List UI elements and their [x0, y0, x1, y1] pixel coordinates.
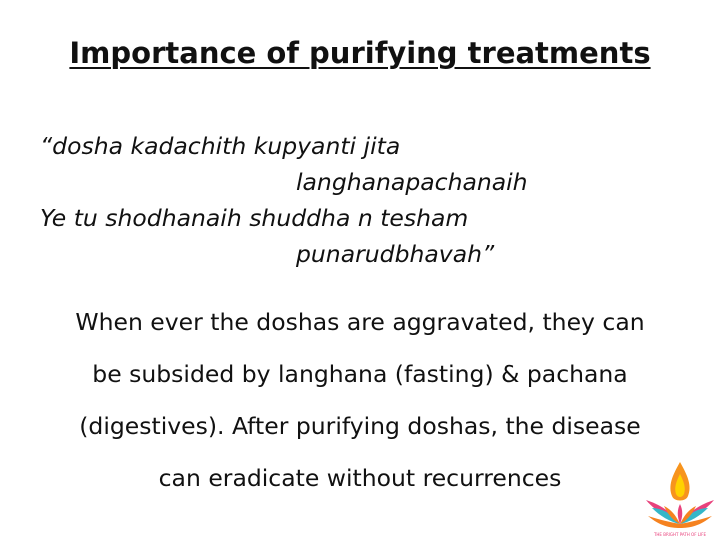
verse-line-1: “dosha kadachith kupyanti jita: [40, 132, 401, 160]
explanation-line-1: When ever the doshas are aggravated, they can: [75, 308, 645, 336]
slide-title: Importance of purifying treatments: [69, 36, 651, 70]
logo-caption: THE BRIGHT PATH OF LIFE: [653, 532, 707, 537]
verse-line-2: langhanapachanaih: [296, 168, 528, 196]
explanation-paragraph: [30, 296, 690, 504]
diya-logo-graphic: [642, 460, 718, 538]
explanation-line-3: (digestives). After purifying doshas, the disease: [79, 412, 641, 440]
verse-line-4: punarudbhavah”: [296, 240, 495, 268]
diya-lamp-icon: [642, 460, 718, 538]
explanation-line-4: can eradicate without recurrences: [158, 464, 562, 492]
sanskrit-verse: [40, 128, 700, 272]
verse-line-3: Ye tu shodhanaih shuddha n tesham: [40, 204, 469, 232]
explanation-line-2: be subsided by langhana (fasting) & pachana: [92, 360, 628, 388]
